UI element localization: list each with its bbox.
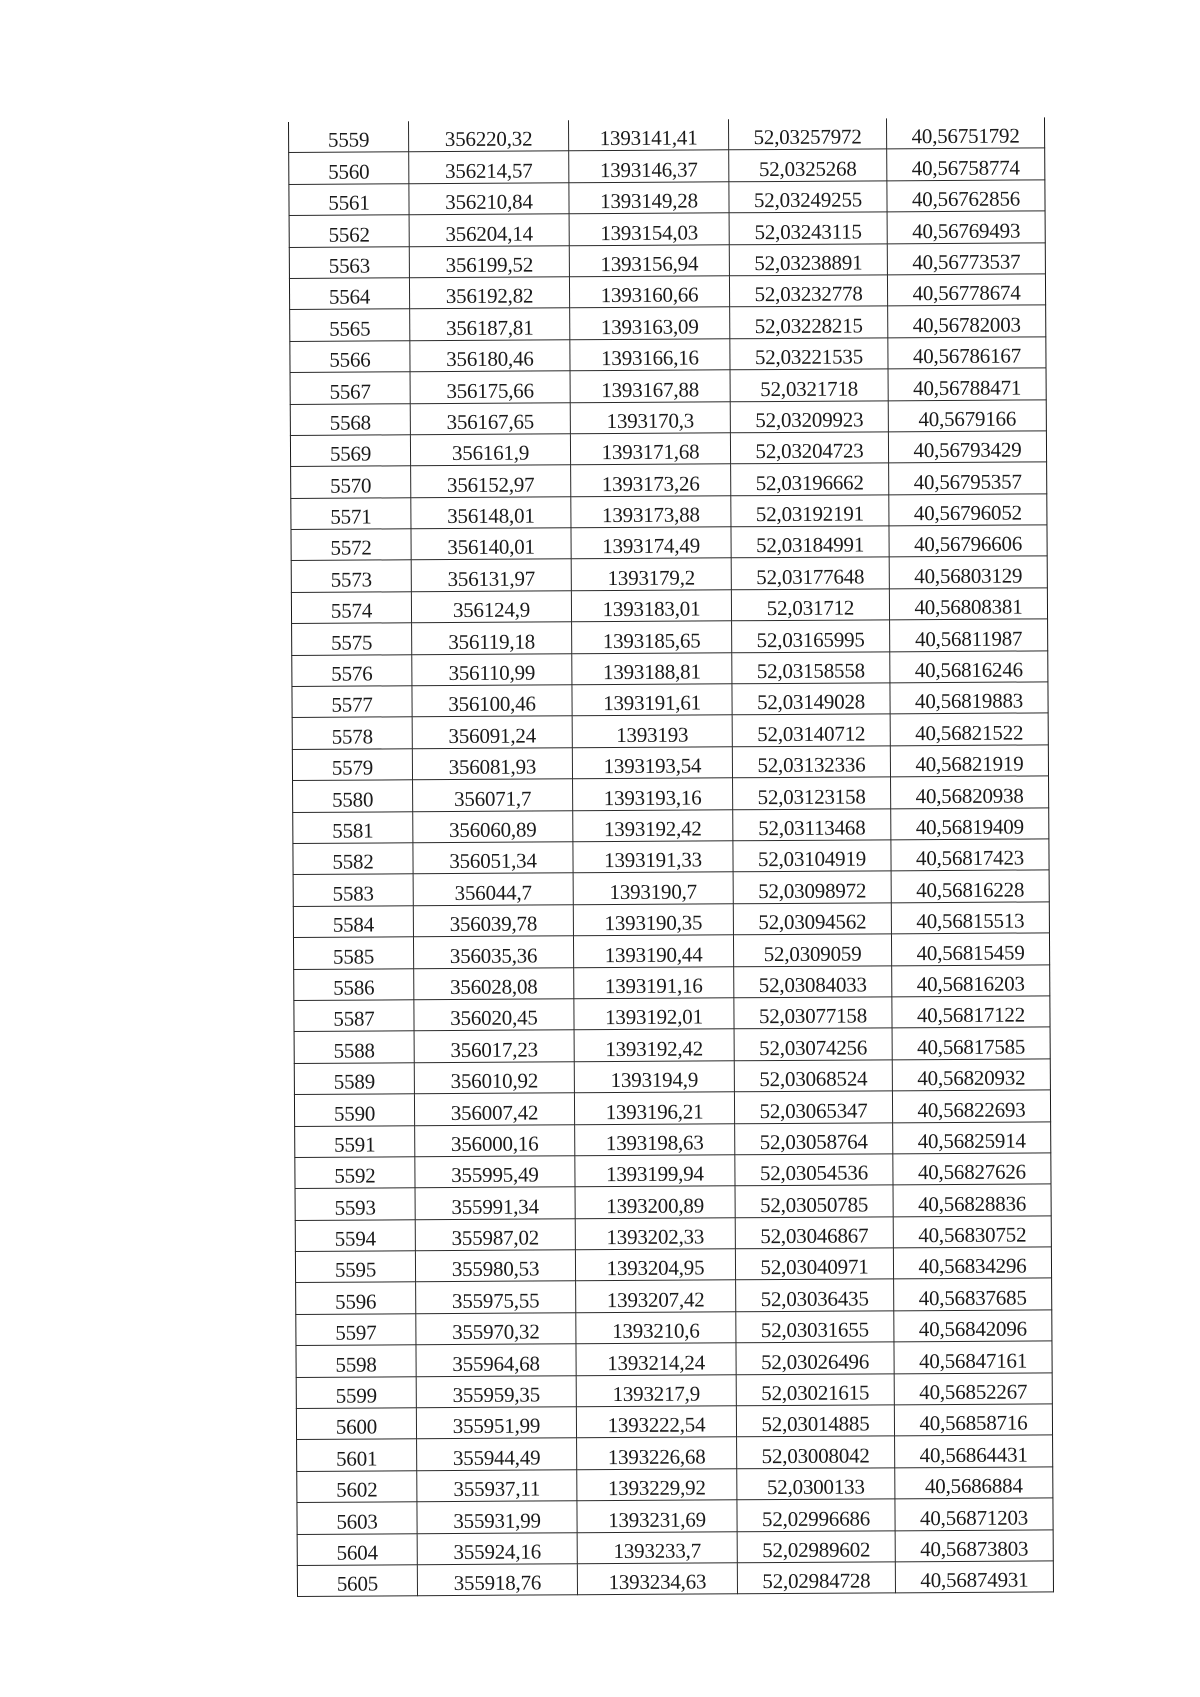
table-row [295,1121,1051,1157]
latitude-cell: 52,0309059 [733,934,891,966]
longitude-cell: 40,56816228 [891,870,1049,902]
table-row [295,1153,1051,1189]
point-number-cell: 5580 [293,780,413,812]
latitude-cell: 52,031712 [731,589,889,621]
x-coordinate-cell: 356020,45 [414,999,574,1031]
y-coordinate-cell: 1393163,09 [570,307,730,339]
y-coordinate-cell: 1393190,44 [573,935,733,967]
point-number-cell: 5584 [293,906,413,938]
latitude-cell: 52,03058764 [735,1122,893,1154]
x-coordinate-cell: 356060,89 [413,810,573,842]
x-coordinate-cell: 356119,18 [412,622,572,654]
longitude-cell: 40,56796606 [889,525,1047,557]
longitude-cell: 40,56830752 [893,1216,1051,1248]
latitude-cell: 52,03074256 [734,1028,892,1060]
table-row [294,1090,1050,1126]
y-coordinate-cell: 1393170,3 [570,401,730,433]
latitude-cell: 52,03221535 [730,338,888,370]
latitude-cell: 52,03068524 [734,1060,892,1092]
point-number-cell: 5569 [290,435,410,467]
latitude-cell: 52,03077158 [734,997,892,1029]
longitude-cell: 40,56842096 [894,1310,1052,1342]
longitude-cell: 40,56873803 [895,1529,1053,1561]
x-coordinate-cell: 356110,99 [412,653,572,685]
table-row [297,1561,1053,1597]
table-row [292,745,1048,781]
longitude-cell: 40,56811987 [890,619,1048,651]
latitude-cell: 52,03123158 [733,777,891,809]
point-number-cell: 5577 [292,686,412,718]
table-row [289,242,1045,278]
table-row [292,651,1048,687]
longitude-cell: 40,56788471 [888,368,1046,400]
point-number-cell: 5595 [295,1251,415,1283]
x-coordinate-cell: 355975,55 [416,1281,576,1313]
longitude-cell: 40,56825914 [893,1121,1051,1153]
latitude-cell: 52,03084033 [734,965,892,997]
x-coordinate-cell: 356220,32 [408,120,568,152]
latitude-cell: 52,03040971 [735,1248,893,1280]
y-coordinate-cell: 1393229,92 [577,1469,737,1501]
table-row [289,274,1045,310]
y-coordinate-cell: 1393185,65 [572,621,732,653]
latitude-cell: 52,03098972 [733,871,891,903]
latitude-cell: 52,03065347 [734,1091,892,1123]
point-number-cell: 5603 [297,1502,417,1534]
table-row [297,1529,1053,1565]
latitude-cell: 52,03192191 [731,495,889,527]
latitude-cell: 52,03054536 [735,1154,893,1186]
point-number-cell: 5596 [296,1282,416,1314]
point-number-cell: 5598 [296,1345,416,1377]
x-coordinate-cell: 356175,66 [410,371,570,403]
point-number-cell: 5582 [293,843,413,875]
point-number-cell: 5585 [293,937,413,969]
point-number-cell: 5570 [291,466,411,498]
x-coordinate-cell: 356081,93 [412,748,572,780]
x-coordinate-cell: 356039,78 [413,905,573,937]
table-row [289,211,1045,247]
table-row [294,1059,1050,1095]
point-number-cell: 5560 [289,152,409,184]
x-coordinate-cell: 356091,24 [412,716,572,748]
latitude-cell: 52,03046867 [735,1216,893,1248]
point-number-cell: 5594 [295,1219,415,1251]
point-number-cell: 5587 [294,1000,414,1032]
latitude-cell: 52,03014885 [736,1405,894,1437]
longitude-cell: 40,56796052 [889,494,1047,526]
y-coordinate-cell: 1393234,63 [577,1563,737,1595]
point-number-cell: 5601 [297,1439,417,1471]
table-row [291,525,1047,561]
y-coordinate-cell: 1393166,16 [570,339,730,371]
x-coordinate-cell: 356028,08 [414,967,574,999]
latitude-cell: 52,03094562 [733,903,891,935]
point-number-cell: 5573 [291,560,411,592]
point-number-cell: 5576 [292,654,412,686]
y-coordinate-cell: 1393174,49 [571,527,731,559]
y-coordinate-cell: 1393149,28 [569,182,729,214]
latitude-cell: 52,03008042 [737,1436,895,1468]
y-coordinate-cell: 1393202,33 [575,1217,735,1249]
longitude-cell: 40,56786167 [888,337,1046,369]
x-coordinate-cell: 356131,97 [411,559,571,591]
point-number-cell: 5561 [289,184,409,216]
x-coordinate-cell: 356210,84 [409,183,569,215]
point-number-cell: 5571 [291,497,411,529]
x-coordinate-cell: 355970,32 [416,1313,576,1345]
longitude-cell: 40,56819409 [891,807,1049,839]
table-row [293,807,1049,843]
y-coordinate-cell: 1393198,63 [575,1123,735,1155]
longitude-cell: 40,56821522 [890,713,1048,745]
table-row [294,964,1050,1000]
latitude-cell: 52,03158558 [732,651,890,683]
y-coordinate-cell: 1393173,88 [571,495,731,527]
longitude-cell: 40,56820938 [891,776,1049,808]
point-number-cell: 5592 [295,1157,415,1189]
longitude-cell: 40,56828836 [893,1184,1051,1216]
table-row [295,1184,1051,1220]
latitude-cell: 52,03204723 [730,432,888,464]
latitude-cell: 52,03113468 [733,808,891,840]
coordinates-table-body [289,117,1054,1596]
point-number-cell: 5588 [294,1031,414,1063]
longitude-cell: 40,56834296 [893,1247,1051,1279]
longitude-cell: 40,56803129 [889,556,1047,588]
latitude-cell: 52,03232778 [729,275,887,307]
latitude-cell: 52,03196662 [731,463,889,495]
point-number-cell: 5564 [289,278,409,310]
y-coordinate-cell: 1393192,01 [574,998,734,1030]
y-coordinate-cell: 1393193,16 [573,778,733,810]
table-row [291,588,1047,624]
x-coordinate-cell: 356180,46 [410,340,570,372]
table-row [289,117,1045,153]
y-coordinate-cell: 1393204,95 [575,1249,735,1281]
y-coordinate-cell: 1393193 [572,715,732,747]
latitude-cell: 52,03132336 [732,746,890,778]
y-coordinate-cell: 1393207,42 [576,1280,736,1312]
x-coordinate-cell: 355959,35 [416,1375,576,1407]
longitude-cell: 40,56795357 [889,462,1047,494]
y-coordinate-cell: 1393192,42 [574,1029,734,1061]
latitude-cell: 52,02996686 [737,1499,895,1531]
x-coordinate-cell: 356035,36 [413,936,573,968]
x-coordinate-cell: 356167,65 [410,402,570,434]
y-coordinate-cell: 1393194,9 [574,1061,734,1093]
y-coordinate-cell: 1393192,42 [573,809,733,841]
point-number-cell: 5559 [289,121,409,153]
longitude-cell: 40,56816203 [892,964,1050,996]
table-row [293,933,1049,969]
y-coordinate-cell: 1393233,7 [577,1531,737,1563]
longitude-cell: 40,56762856 [887,180,1045,212]
table-row [295,1247,1051,1283]
latitude-cell: 52,03104919 [733,840,891,872]
y-coordinate-cell: 1393200,89 [575,1186,735,1218]
point-number-cell: 5597 [296,1314,416,1346]
table-row [293,839,1049,875]
y-coordinate-cell: 1393222,54 [576,1406,736,1438]
latitude-cell: 52,0321718 [730,369,888,401]
x-coordinate-cell: 355931,99 [417,1501,577,1533]
latitude-cell: 52,03209923 [730,400,888,432]
x-coordinate-cell: 356140,01 [411,528,571,560]
point-number-cell: 5562 [289,215,409,247]
latitude-cell: 52,03165995 [732,620,890,652]
table-row [292,682,1048,718]
longitude-cell: 40,56820932 [892,1059,1050,1091]
y-coordinate-cell: 1393156,94 [569,244,729,276]
longitude-cell: 40,56817585 [892,1027,1050,1059]
latitude-cell: 52,03257972 [728,118,886,150]
longitude-cell: 40,56822693 [892,1090,1050,1122]
y-coordinate-cell: 1393191,61 [572,684,732,716]
point-number-cell: 5583 [293,874,413,906]
y-coordinate-cell: 1393190,7 [573,872,733,904]
table-row [294,996,1050,1032]
y-coordinate-cell: 1393141,41 [568,119,728,151]
point-number-cell: 5591 [295,1125,415,1157]
table-row [290,368,1046,404]
longitude-cell: 40,56819883 [890,682,1048,714]
x-coordinate-cell: 356199,52 [409,245,569,277]
x-coordinate-cell: 355937,11 [417,1470,577,1502]
longitude-cell: 40,56751792 [886,117,1044,149]
y-coordinate-cell: 1393193,54 [572,747,732,779]
y-coordinate-cell: 1393154,03 [569,213,729,245]
table-row [297,1498,1053,1534]
latitude-cell: 52,03149028 [732,683,890,715]
table-row [296,1310,1052,1346]
longitude-cell: 40,56821919 [890,745,1048,777]
latitude-cell: 52,03243115 [729,212,887,244]
table-row [293,870,1049,906]
point-number-cell: 5599 [296,1376,416,1408]
y-coordinate-cell: 1393231,69 [577,1500,737,1532]
point-number-cell: 5575 [292,623,412,655]
longitude-cell: 40,56817423 [891,839,1049,871]
point-number-cell: 5574 [291,592,411,624]
y-coordinate-cell: 1393199,94 [575,1155,735,1187]
y-coordinate-cell: 1393179,2 [571,558,731,590]
table-row [293,776,1049,812]
x-coordinate-cell: 355991,34 [415,1187,575,1219]
x-coordinate-cell: 356044,7 [413,873,573,905]
table-row [290,337,1046,373]
longitude-cell: 40,56864431 [895,1435,1053,1467]
longitude-cell: 40,56793429 [888,431,1046,463]
latitude-cell: 52,02984728 [737,1562,895,1594]
coordinates-table [288,117,1054,1597]
latitude-cell: 52,0300133 [737,1468,895,1500]
table-row [296,1404,1052,1440]
x-coordinate-cell: 355924,16 [417,1532,577,1564]
x-coordinate-cell: 356100,46 [412,685,572,717]
longitude-cell: 40,56773537 [887,242,1045,274]
table-row [292,713,1048,749]
longitude-cell: 40,56827626 [893,1153,1051,1185]
y-coordinate-cell: 1393190,35 [573,904,733,936]
y-coordinate-cell: 1393146,37 [569,150,729,182]
point-number-cell: 5604 [297,1533,417,1565]
x-coordinate-cell: 355964,68 [416,1344,576,1376]
latitude-cell: 52,02989602 [737,1530,895,1562]
x-coordinate-cell: 356192,82 [409,277,569,309]
table-row [289,180,1045,216]
x-coordinate-cell: 356017,23 [414,1030,574,1062]
table-row [295,1216,1051,1252]
x-coordinate-cell: 356214,57 [409,151,569,183]
latitude-cell: 52,03249255 [729,181,887,213]
longitude-cell: 40,56871203 [895,1498,1053,1530]
point-number-cell: 5565 [290,309,410,341]
longitude-cell: 40,5686884 [895,1467,1053,1499]
table-row [291,556,1047,592]
table-row [291,462,1047,498]
latitude-cell: 52,03184991 [731,526,889,558]
point-number-cell: 5568 [290,403,410,435]
longitude-cell: 40,56782003 [888,305,1046,337]
y-coordinate-cell: 1393226,68 [577,1437,737,1469]
table-row [297,1467,1053,1503]
point-number-cell: 5605 [297,1565,417,1597]
y-coordinate-cell: 1393160,66 [569,276,729,308]
latitude-cell: 52,03026496 [736,1342,894,1374]
y-coordinate-cell: 1393210,6 [576,1312,736,1344]
latitude-cell: 52,03021615 [736,1373,894,1405]
longitude-cell: 40,56837685 [894,1278,1052,1310]
table-row [297,1435,1053,1471]
y-coordinate-cell: 1393188,81 [572,652,732,684]
longitude-cell: 40,56817122 [892,996,1050,1028]
table-row [296,1341,1052,1377]
x-coordinate-cell: 356010,92 [414,1061,574,1093]
point-number-cell: 5567 [290,372,410,404]
longitude-cell: 40,56852267 [894,1372,1052,1404]
point-number-cell: 5563 [289,246,409,278]
y-coordinate-cell: 1393183,01 [571,590,731,622]
table-row [294,1027,1050,1063]
longitude-cell: 40,56815459 [891,933,1049,965]
table-row [289,148,1045,184]
point-number-cell: 5579 [292,749,412,781]
x-coordinate-cell: 355995,49 [415,1156,575,1188]
longitude-cell: 40,56758774 [887,148,1045,180]
latitude-cell: 52,03140712 [732,714,890,746]
x-coordinate-cell: 356204,14 [409,214,569,246]
x-coordinate-cell: 355918,76 [417,1564,577,1596]
latitude-cell: 52,03036435 [736,1279,894,1311]
x-coordinate-cell: 356007,42 [414,1093,574,1125]
longitude-cell: 40,56874931 [895,1561,1053,1593]
point-number-cell: 5586 [294,968,414,1000]
table-row [293,902,1049,938]
x-coordinate-cell: 355944,49 [417,1438,577,1470]
latitude-cell: 52,03238891 [729,243,887,275]
y-coordinate-cell: 1393191,16 [574,966,734,998]
latitude-cell: 52,0325268 [729,149,887,181]
x-coordinate-cell: 355951,99 [416,1407,576,1439]
point-number-cell: 5581 [293,811,413,843]
y-coordinate-cell: 1393214,24 [576,1343,736,1375]
latitude-cell: 52,03228215 [730,306,888,338]
longitude-cell: 40,56847161 [894,1341,1052,1373]
latitude-cell: 52,03031655 [736,1311,894,1343]
latitude-cell: 52,03050785 [735,1185,893,1217]
point-number-cell: 5566 [290,340,410,372]
x-coordinate-cell: 355987,02 [415,1218,575,1250]
x-coordinate-cell: 356051,34 [413,842,573,874]
table-row [296,1372,1052,1408]
longitude-cell: 40,56808381 [889,588,1047,620]
point-number-cell: 5600 [296,1408,416,1440]
table-row [292,619,1048,655]
table-row [290,305,1046,341]
y-coordinate-cell: 1393191,33 [573,841,733,873]
table-row [291,494,1047,530]
x-coordinate-cell: 356000,16 [415,1124,575,1156]
longitude-cell: 40,56778674 [887,274,1045,306]
table-row [290,431,1046,467]
longitude-cell: 40,56769493 [887,211,1045,243]
x-coordinate-cell: 355980,53 [415,1250,575,1282]
y-coordinate-cell: 1393171,68 [570,433,730,465]
x-coordinate-cell: 356152,97 [411,465,571,497]
longitude-cell: 40,56858716 [894,1404,1052,1436]
x-coordinate-cell: 356071,7 [413,779,573,811]
y-coordinate-cell: 1393217,9 [576,1374,736,1406]
point-number-cell: 5590 [294,1094,414,1126]
point-number-cell: 5589 [294,1062,414,1094]
x-coordinate-cell: 356148,01 [411,496,571,528]
y-coordinate-cell: 1393196,21 [574,1092,734,1124]
point-number-cell: 5578 [292,717,412,749]
y-coordinate-cell: 1393167,88 [570,370,730,402]
table-row [290,399,1046,435]
x-coordinate-cell: 356187,81 [410,308,570,340]
longitude-cell: 40,56815513 [891,902,1049,934]
longitude-cell: 40,5679166 [888,399,1046,431]
longitude-cell: 40,56816246 [890,651,1048,683]
point-number-cell: 5593 [295,1188,415,1220]
x-coordinate-cell: 356124,9 [411,591,571,623]
point-number-cell: 5572 [291,529,411,561]
y-coordinate-cell: 1393173,26 [571,464,731,496]
latitude-cell: 52,03177648 [731,557,889,589]
point-number-cell: 5602 [297,1471,417,1503]
table-row [296,1278,1052,1314]
x-coordinate-cell: 356161,9 [410,434,570,466]
